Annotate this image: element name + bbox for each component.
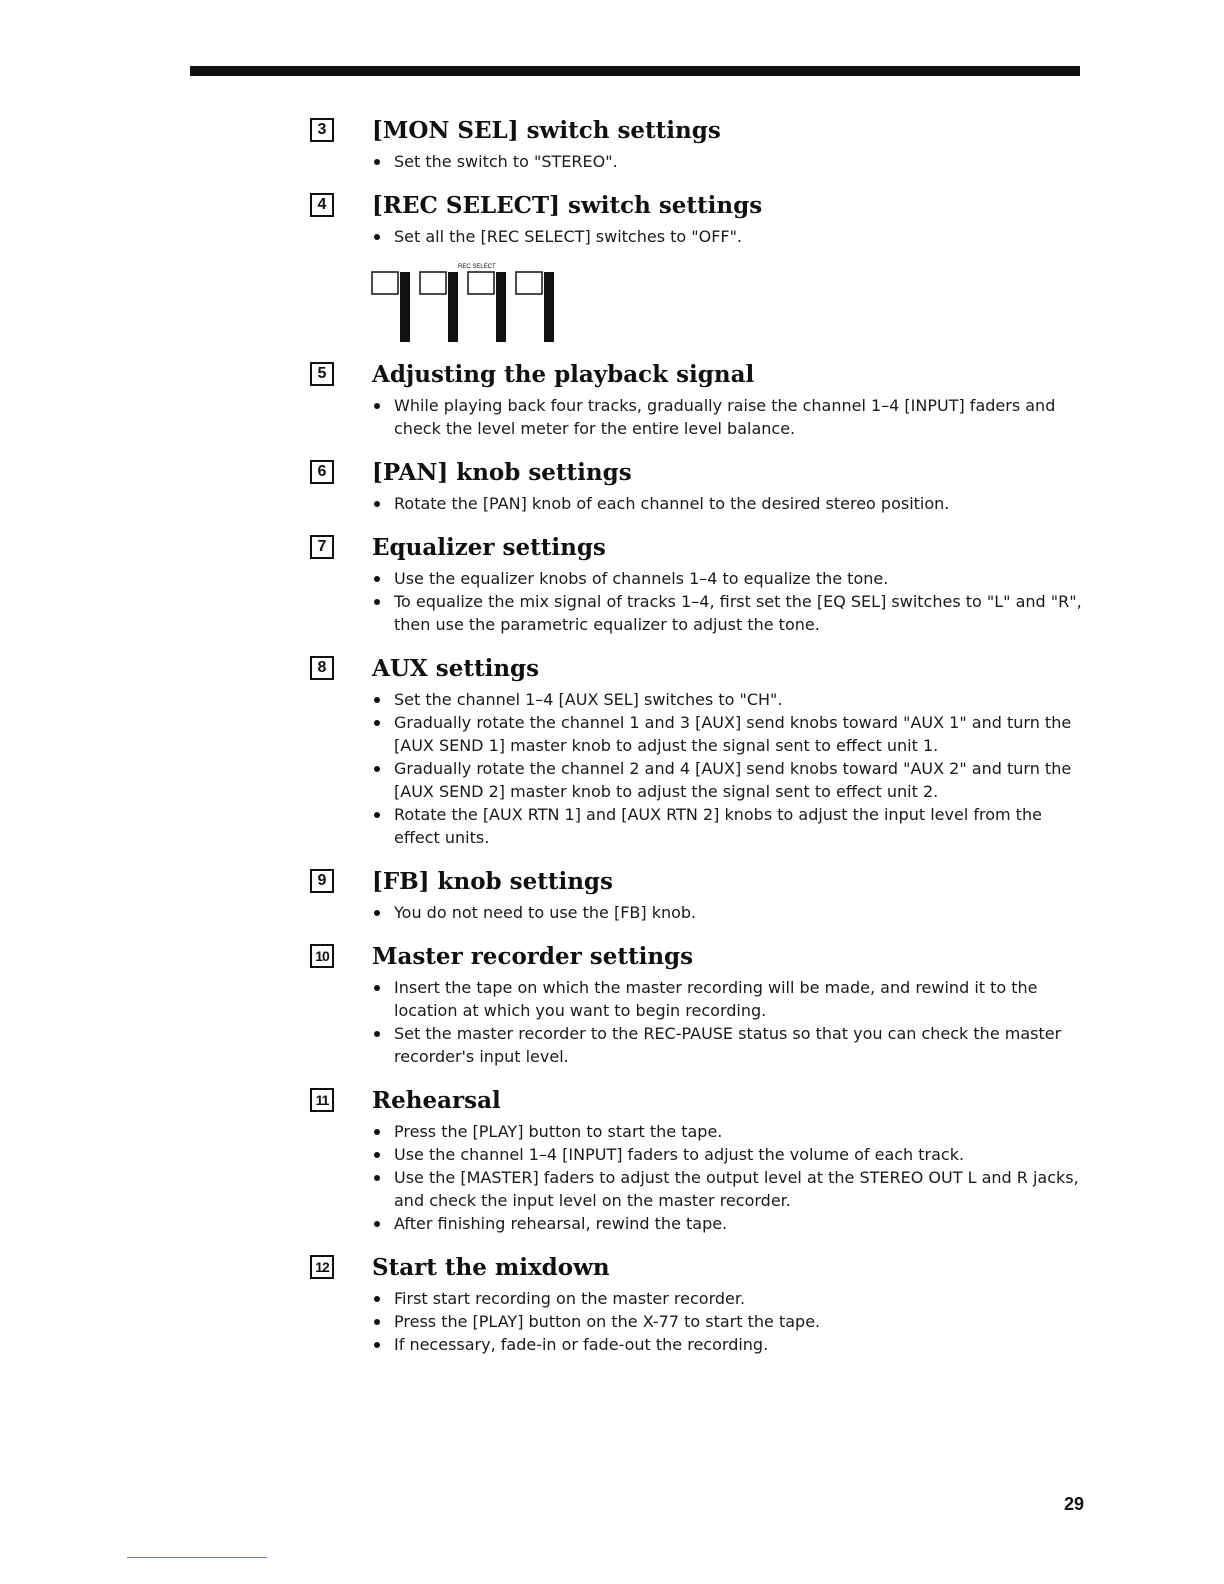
- section-4: [310, 187, 1090, 248]
- list-item: Use the equalizer knobs of channels 1–4 to equalize the tone.: [372, 567, 1090, 590]
- section-6: [310, 454, 1090, 515]
- section-number: 10: [310, 944, 334, 968]
- section-7: [310, 529, 1090, 636]
- section-title: Master recorder settings: [372, 942, 694, 970]
- section-9: [310, 863, 1090, 924]
- section-title: AUX settings: [372, 654, 540, 682]
- section-title: Equalizer settings: [372, 533, 606, 561]
- rec-select-switches-figure: [370, 260, 570, 342]
- section-number: 5: [310, 362, 334, 386]
- section-number: 4: [310, 193, 334, 217]
- bottom-rule: [127, 1557, 267, 1558]
- list-item: Press the [PLAY] button on the X-77 to start the tape.: [372, 1310, 1090, 1333]
- top-rule: [190, 66, 1080, 76]
- list-item: Rotate the [AUX RTN 1] and [AUX RTN 2] knobs to adjust the input level from the effect units.: [372, 803, 1090, 849]
- section-title: Rehearsal: [372, 1086, 501, 1114]
- section-number: 6: [310, 460, 334, 484]
- list-item: Press the [PLAY] button to start the tape.: [372, 1120, 1090, 1143]
- list-item: Use the channel 1–4 [INPUT] faders to adjust the volume of each track.: [372, 1143, 1090, 1166]
- list-item: Gradually rotate the channel 2 and 4 [AUX] send knobs toward "AUX 2" and turn the [AUX SEND 2] master knob to adjust the signal sent to effect unit 2.: [372, 757, 1090, 803]
- section-8: [310, 650, 1090, 849]
- section-5: [310, 356, 1090, 440]
- list-item: Gradually rotate the channel 1 and 3 [AUX] send knobs toward "AUX 1" and turn the [AUX SEND 1] master knob to adjust the signal sent to effect unit 1.: [372, 711, 1090, 757]
- section-number: 11: [310, 1088, 334, 1112]
- page-number: 29: [1064, 1494, 1085, 1514]
- rec-select-switches-illustration: [370, 260, 570, 342]
- section-title: [FB] knob settings: [372, 867, 613, 895]
- section-title: Adjusting the playback signal: [372, 360, 755, 388]
- list-item: While playing back four tracks, gradually raise the channel 1–4 [INPUT] faders and check the level meter for the entire level balance.: [372, 394, 1090, 440]
- section-number: 12: [310, 1255, 334, 1279]
- list-item: Rotate the [PAN] knob of each channel to the desired stereo position.: [372, 492, 1090, 515]
- section-10: [310, 938, 1090, 1068]
- list-item: To equalize the mix signal of tracks 1–4, first set the [EQ SEL] switches to "L" and "R", then use the parametric equalizer to adjust the tone.: [372, 590, 1090, 636]
- list-item: You do not need to use the [FB] knob.: [372, 901, 1090, 924]
- section-title: [MON SEL] switch settings: [372, 116, 721, 144]
- list-item: Use the [MASTER] faders to adjust the output level at the STEREO OUT L and R jacks, and check the input level on the master recorder.: [372, 1166, 1090, 1212]
- list-item: First start recording on the master recorder.: [372, 1287, 1090, 1310]
- page-content: [310, 112, 1090, 1370]
- section-12: [310, 1249, 1090, 1356]
- section-title: [PAN] knob settings: [372, 458, 632, 486]
- section-title: [REC SELECT] switch settings: [372, 191, 763, 219]
- section-number: 3: [310, 118, 334, 142]
- list-item: Set the master recorder to the REC-PAUSE status so that you can check the master recorder's input level.: [372, 1022, 1090, 1068]
- section-number: 7: [310, 535, 334, 559]
- section-number: 8: [310, 656, 334, 680]
- list-item: If necessary, fade-in or fade-out the recording.: [372, 1333, 1090, 1356]
- section-number: 9: [310, 869, 334, 893]
- list-item: Set the channel 1–4 [AUX SEL] switches to "CH".: [372, 688, 1090, 711]
- section-3: [310, 112, 1090, 173]
- list-item: After finishing rehearsal, rewind the tape.: [372, 1212, 1090, 1235]
- section-title: Start the mixdown: [372, 1253, 610, 1281]
- section-11: [310, 1082, 1090, 1235]
- list-item: Insert the tape on which the master recording will be made, and rewind it to the location at which you want to begin recording.: [372, 976, 1090, 1022]
- figure-label: REC SELECT: [458, 264, 496, 270]
- list-item: Set the switch to "STEREO".: [372, 150, 1090, 173]
- list-item: Set all the [REC SELECT] switches to "OFF".: [372, 225, 1090, 248]
